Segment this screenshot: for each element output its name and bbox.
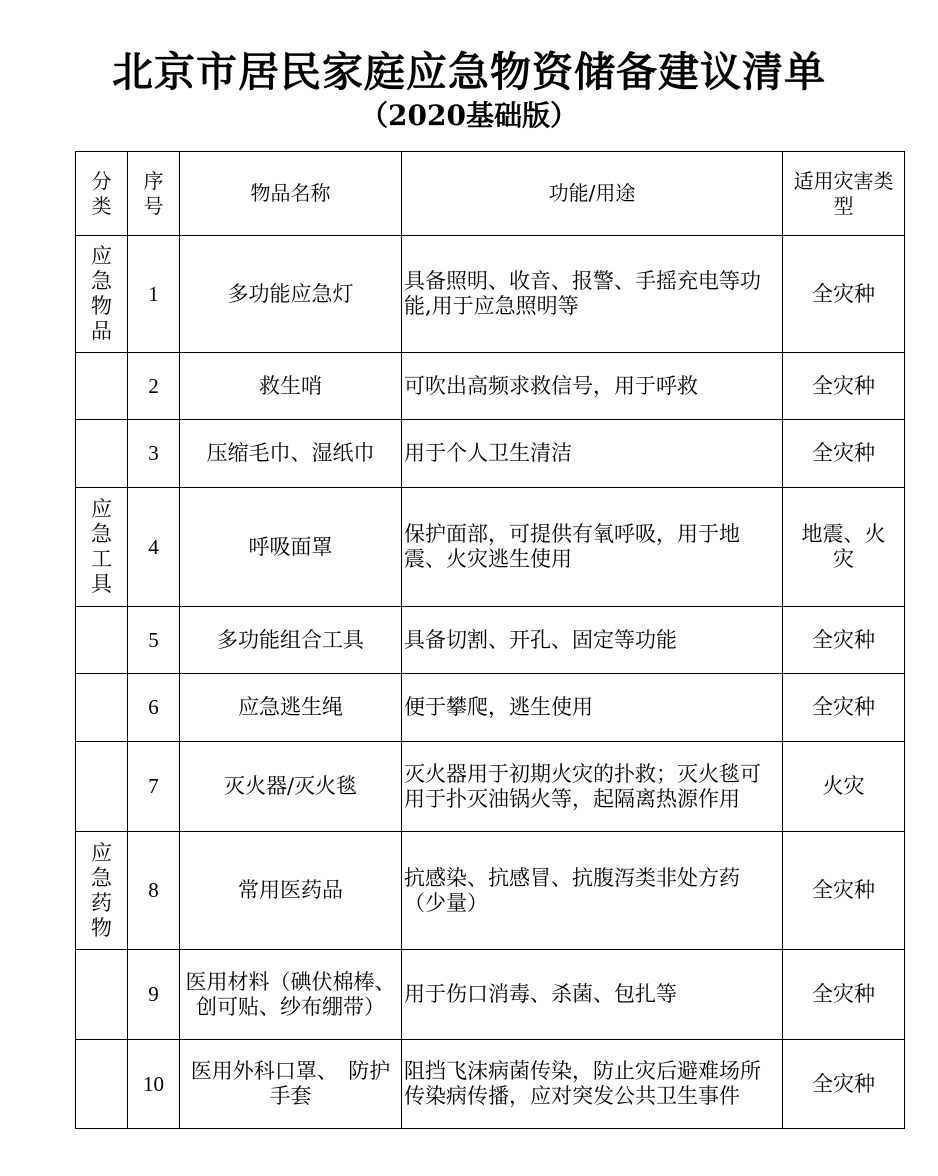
item-name-cell: 多功能组合工具 — [180, 607, 402, 674]
disaster-type-cell: 火灾 — [783, 742, 905, 832]
category-cell: 应急药物 — [76, 832, 128, 950]
function-cell: 灭火器用于初期火灾的扑救；灭火毯可用于扑灭油锅火等，起隔离热源作用 — [402, 742, 783, 832]
disaster-type-cell: 全灾种 — [783, 607, 905, 674]
disaster-type-cell: 全灾种 — [783, 1040, 905, 1129]
category-cell — [76, 674, 128, 742]
disaster-type-cell: 全灾种 — [783, 674, 905, 742]
table-row — [76, 950, 905, 1040]
category-cell: 应急物品 — [76, 236, 128, 353]
item-name-cell: 压缩毛巾、湿纸巾 — [180, 420, 402, 488]
item-name-cell: 灭火器/灭火毯 — [180, 742, 402, 832]
number-cell: 6 — [128, 674, 180, 742]
number-cell: 2 — [128, 353, 180, 420]
number-cell: 8 — [128, 832, 180, 950]
table-row — [76, 1040, 905, 1129]
table-row — [76, 742, 905, 832]
item-name-cell: 多功能应急灯 — [180, 236, 402, 353]
table-row — [76, 236, 905, 353]
header-disaster: 适用灾害类型 — [783, 152, 905, 236]
item-name-cell: 医用外科口罩、 防护手套 — [180, 1040, 402, 1129]
function-cell: 保护面部，可提供有氧呼吸，用于地震、火灾逃生使用 — [402, 488, 783, 607]
function-cell: 用于个人卫生清洁 — [402, 420, 783, 488]
table-row — [76, 607, 905, 674]
header-function: 功能/用途 — [402, 152, 783, 236]
disaster-type-cell: 全灾种 — [783, 420, 905, 488]
category-cell — [76, 950, 128, 1040]
supplies-table — [75, 151, 905, 1129]
disaster-type-cell: 全灾种 — [783, 950, 905, 1040]
category-cell — [76, 742, 128, 832]
item-name-cell: 救生哨 — [180, 353, 402, 420]
number-cell: 7 — [128, 742, 180, 832]
function-cell: 阻挡飞沫病菌传染，防止灾后避难场所传染病传播，应对突发公共卫生事件 — [402, 1040, 783, 1129]
function-cell: 用于伤口消毒、杀菌、包扎等 — [402, 950, 783, 1040]
item-name-cell: 医用材料（碘伏棉棒、创可贴、纱布绷带） — [180, 950, 402, 1040]
category-cell — [76, 420, 128, 488]
header-name: 物品名称 — [180, 152, 402, 236]
item-name-cell: 常用医药品 — [180, 832, 402, 950]
function-cell: 可吹出高频求救信号，用于呼救 — [402, 353, 783, 420]
item-name-cell: 呼吸面罩 — [180, 488, 402, 607]
disaster-type-cell: 全灾种 — [783, 236, 905, 353]
function-cell: 抗感染、抗感冒、抗腹泻类非处方药（少量） — [402, 832, 783, 950]
table-header-row — [76, 152, 905, 236]
table-row — [76, 488, 905, 607]
number-cell: 4 — [128, 488, 180, 607]
number-cell: 1 — [128, 236, 180, 353]
function-cell: 具备照明、收音、报警、手摇充电等功能,用于应急照明等 — [402, 236, 783, 353]
function-cell: 具备切割、开孔、固定等功能 — [402, 607, 783, 674]
number-cell: 3 — [128, 420, 180, 488]
item-name-cell: 应急逃生绳 — [180, 674, 402, 742]
disaster-type-cell: 全灾种 — [783, 353, 905, 420]
category-cell — [76, 607, 128, 674]
page-subtitle: （2020基础版） — [360, 99, 578, 132]
table-row — [76, 674, 905, 742]
category-cell — [76, 1040, 128, 1129]
table-row — [76, 353, 905, 420]
disaster-type-cell: 全灾种 — [783, 832, 905, 950]
table-row — [76, 832, 905, 950]
header-category: 分类 — [76, 152, 128, 236]
page-title: 北京市居民家庭应急物资储备建议清单 — [112, 48, 826, 96]
number-cell: 5 — [128, 607, 180, 674]
function-cell: 便于攀爬，逃生使用 — [402, 674, 783, 742]
category-cell: 应急工具 — [76, 488, 128, 607]
number-cell: 9 — [128, 950, 180, 1040]
disaster-type-cell: 地震、火灾 — [783, 488, 905, 607]
category-cell — [76, 353, 128, 420]
header-number: 序号 — [128, 152, 180, 236]
table-row — [76, 420, 905, 488]
number-cell: 10 — [128, 1040, 180, 1129]
